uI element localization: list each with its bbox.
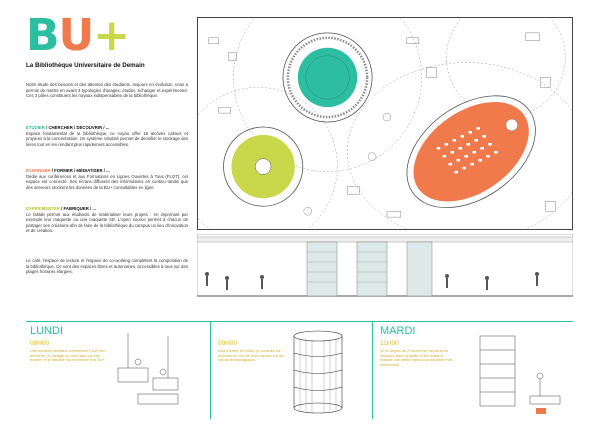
closing-paragraph: Le café, l'espace de lecture et l'espace de co-working complètent la composition de la bibliothèque. Ce sont des espaces libres et autonomes, accessibles à tous sur des plages horaires élargies. [26,258,188,274]
orange-core [386,73,556,230]
section-etudier [26,125,188,147]
intro-paragraph: Notre étude des besoins et des attentes des étudiants, toujours en évolution, nous a permis de mettre en avant 3 typologies d'usages: étudier, échanger et expérimenter. Ces 3 pôles constituent les noyaux indispensables de la bibliothèque. [26,82,188,98]
floor-plan [197,17,573,230]
note-middle: Avant d'aller en cours, je consulte les archives en vue de mon exposé sur les robots technologiques. [218,349,284,363]
column-divider-left [210,321,211,419]
verbs-etudier: / CHERCHER / DÉCOUVRIR / ... [44,125,110,130]
section-etudier-text: Espace fondamental de la bibliothèque, ce noyau offre 15 alcôves calmes et propices à la concentration. Un système robotisé permet de densifier le stockage des livres tout en les rendant plus rapidement accessibles. [26,130,188,147]
note-lundi: Une nouvelle semaine commence! Pour bien démarrer, je partage un café dans un coin lecture, et je travaille ma recherche à la BU+ [30,349,106,363]
lime-core [224,127,303,206]
section-experimenter [26,206,188,234]
logo-letter-u: U [58,10,94,61]
note-mardi: Je lis depuis de 2 heures de carnet et de relecture dans le jardin et j'ai réussi à réaliser une petite vidéo pour travailler mes recherches. [380,349,453,367]
section-experimenter-text: Le fablab permet aux étudiants de matérialiser leurs projets : en imprimant par exemple leur maquette ou une maquette 3D. L'open source permet à chacun de partager ses créations afin de faire de la bibliothèque du campus un lieu d'innovation et de création. [26,211,188,233]
building-section [197,234,573,304]
page-subtitle: La Bibliothèque Universitaire de Demain [26,62,145,69]
logo-plus: + [93,10,130,61]
day-label-mardi: MARDI [380,325,416,337]
keyword-etudier: ÉTUDIER [26,125,45,130]
section-echanger [26,168,188,190]
day-label-lundi: LUNDI [30,325,64,337]
bottom-divider [26,321,573,322]
lundi-scene-illustration [108,328,203,416]
time-lundi: 08H00 [30,340,50,347]
keyword-echanger: ÉCHANGER [26,168,51,173]
time-mardi: 11H00 [380,340,399,347]
verbs-echanger: / FORMER / MÉDIATISER / ... [50,168,110,173]
bu-plus-logo [26,10,130,61]
mardi-scene-illustration [470,326,570,418]
keyword-experimenter: EXPÉRIMENTER [26,206,60,211]
green-core [283,33,372,122]
time-middle: 09H00 [218,340,238,347]
archive-tower-illustration [288,328,348,418]
section-echanger-text: Dédié aux conférences et aux Formations en Lignes Ouvertes à Tous (FLOT), cet espace est connecté. Ses écrans diffusent des informations en continu tandis que des serveurs stockent les données de la BU+ consultables en ligne. [26,173,188,190]
column-divider-right [372,321,373,419]
logo-letter-b: B [26,10,59,61]
verbs-experimenter: / FABRIQUER / ... [59,206,96,211]
